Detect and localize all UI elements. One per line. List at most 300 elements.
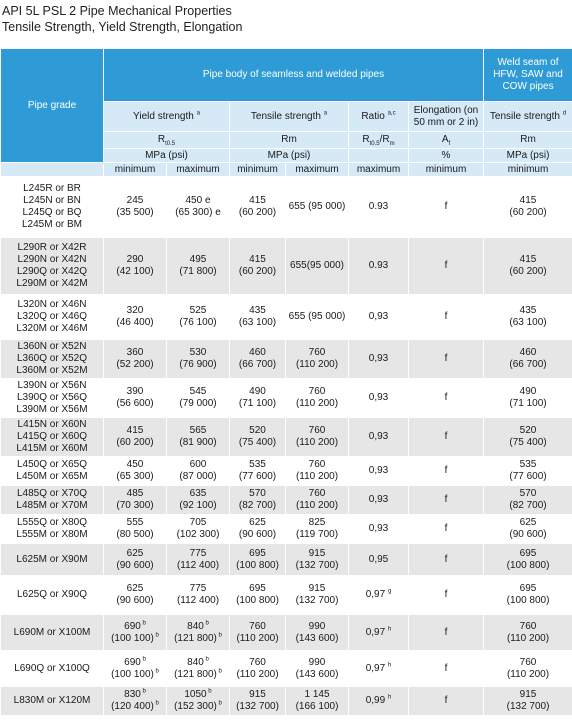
cell-line: (110 200) — [506, 668, 550, 680]
cell-line: 695 — [519, 583, 537, 594]
cell-yield-min — [104, 457, 167, 486]
cell-line: 760 — [519, 656, 537, 668]
cell-yield-min — [104, 515, 167, 544]
cell-line: 390 — [126, 386, 144, 397]
cell-yield-max — [167, 238, 230, 295]
cell-line: (100 800) — [236, 559, 279, 571]
cell-yield-min — [104, 615, 167, 651]
cell-line: L555M or X80M — [16, 529, 88, 540]
cell-line: 460 — [249, 347, 266, 358]
cell-line: 1050 — [184, 689, 207, 700]
cell-tensile-max — [286, 615, 349, 651]
table-row — [1, 687, 572, 716]
cell-line: 655 (95 000) — [288, 201, 346, 212]
table-row — [1, 615, 572, 651]
label-minimum: minimum — [484, 163, 572, 177]
footnote-marker: g — [387, 588, 392, 595]
cell-line: 990 — [308, 656, 326, 668]
cell-yield-min — [104, 544, 167, 576]
page-title-block — [0, 0, 572, 48]
cell-line: (75 400) — [509, 437, 547, 448]
cell-ratio: 0,93 — [349, 340, 409, 379]
cell-tensile-max — [286, 238, 349, 295]
cell-line: 915 — [519, 689, 537, 700]
cell-line: L625M or X90M — [16, 553, 88, 565]
cell-line: L415N or X60N — [17, 419, 87, 430]
cell-line: (75 400) — [238, 437, 277, 448]
cell-tensile-max — [286, 340, 349, 379]
cell-line: L320M or X46M — [16, 323, 88, 334]
cell-line: 760 — [308, 347, 326, 358]
cell-ratio: 0,97 $^h$ — [349, 651, 409, 687]
cell-line: (71 100) — [238, 398, 277, 409]
cell-line: 245 — [126, 195, 144, 206]
cell-line: (110 200) — [295, 500, 339, 511]
cell-pipe-grade — [1, 615, 104, 651]
cell-line: 695 — [249, 547, 266, 559]
cell-line: 530 — [189, 347, 207, 358]
cell-line: 570 — [519, 488, 537, 499]
footnote-marker: b — [153, 668, 159, 675]
cell-yield-min — [104, 418, 167, 457]
cell-line: (100 100) — [111, 668, 154, 680]
cell-line: 485 — [126, 488, 144, 499]
cell-line: (82 700) — [238, 500, 277, 511]
cell-line: (132 700) — [295, 559, 339, 571]
cell-yield-max — [167, 418, 230, 457]
cell-line: (100 800) — [236, 595, 279, 606]
cell-ratio: 0,99 $^h$ — [349, 687, 409, 716]
cell-line: (110 200) — [295, 398, 339, 409]
cell-line: 775 — [189, 583, 207, 594]
cell-line: 535 — [519, 459, 537, 470]
cell-line: 625 — [519, 517, 537, 528]
footnote-marker: b — [206, 688, 212, 695]
cell-yield-max — [167, 576, 230, 615]
cell-line: 760 — [308, 386, 326, 397]
cell-line: (87 000) — [179, 471, 217, 482]
footnote-marker: b — [216, 632, 222, 639]
cell-line: (35 500) — [116, 207, 154, 218]
cell-yield-max — [167, 515, 230, 544]
cell-line: L690Q or X100Q — [14, 662, 90, 674]
table-row — [1, 295, 572, 340]
cell-line: 495 — [189, 254, 207, 265]
label-minimum: minimum — [104, 163, 167, 177]
cell-yield-max — [167, 687, 230, 716]
cell-ratio: 0,93 — [349, 418, 409, 457]
cell-line: 565 — [189, 425, 207, 436]
cell-line: (63 100) — [509, 317, 547, 328]
cell-pipe-grade — [1, 544, 104, 576]
cell-line: (110 200) — [295, 359, 339, 370]
cell-yield-max — [167, 615, 230, 651]
cell-tensile-min — [230, 615, 286, 651]
cell-pipe-grade — [1, 379, 104, 418]
symbol-af: $A_f$ — [409, 132, 484, 149]
cell-weld-tensile — [484, 615, 572, 651]
cell-weld-tensile — [484, 651, 572, 687]
cell-line: L290M or X42M — [16, 278, 88, 289]
cell-line: (121 800) — [174, 632, 217, 644]
cell-yield-max — [167, 379, 230, 418]
cell-elongation: f — [409, 544, 484, 576]
page-subtitle: Tensile Strength, Yield Strength, Elongation — [2, 20, 243, 34]
unit-ratio-blank — [349, 149, 409, 163]
cell-line: (71 800) — [179, 266, 217, 277]
cell-line: L360M or X52M — [16, 365, 88, 376]
cell-line: 705 — [189, 517, 207, 528]
table-row — [1, 238, 572, 295]
cell-line: (110 200) — [295, 471, 339, 482]
pipe-grade-blank — [1, 163, 104, 177]
footnote-marker: b — [140, 656, 146, 663]
cell-line: 760 — [249, 620, 266, 632]
table-row — [1, 576, 572, 615]
cell-line: 460 — [519, 347, 537, 358]
cell-line: 625 — [126, 583, 144, 594]
cell-line: 760 — [249, 656, 266, 668]
cell-line: (60 200) — [116, 437, 154, 448]
cell-line: 435 — [519, 305, 537, 316]
cell-elongation: f — [409, 340, 484, 379]
footnote-marker: a — [323, 110, 328, 117]
cell-line: 570 — [249, 488, 266, 499]
cell-line: 695 — [519, 547, 537, 559]
cell-line: 915 — [308, 583, 326, 594]
cell-line: (100 800) — [506, 559, 550, 571]
header-weld-tensile: Tensile strength $^d$ — [484, 102, 572, 132]
footnote-marker: h — [387, 626, 392, 633]
cell-pipe-grade — [1, 486, 104, 515]
cell-line: 840 — [187, 620, 204, 632]
cell-weld-tensile — [484, 544, 572, 576]
cell-line: (110 200) — [295, 437, 339, 448]
label-maximum: maximum — [167, 163, 230, 177]
cell-line: (110 200) — [236, 668, 279, 680]
cell-line: 520 — [249, 425, 266, 436]
cell-yield-min — [104, 295, 167, 340]
cell-line: (63 100) — [238, 317, 277, 328]
footnote-marker: b — [153, 700, 159, 707]
cell-elongation: f — [409, 457, 484, 486]
cell-line: (112 400) — [176, 595, 220, 606]
cell-yield-min — [104, 486, 167, 515]
cell-line: (119 700) — [295, 529, 339, 540]
cell-weld-tensile — [484, 418, 572, 457]
cell-line: 450 e — [185, 195, 211, 206]
header-ratio: Ratio $^{a,c}$ — [349, 102, 409, 132]
cell-weld-tensile — [484, 379, 572, 418]
cell-tensile-max — [286, 544, 349, 576]
cell-line: (60 200) — [509, 266, 547, 277]
footnote-marker: a — [196, 110, 200, 117]
cell-line: 450 — [126, 459, 144, 470]
cell-line: (166 100) — [295, 701, 339, 712]
cell-line: L415Q or X60Q — [16, 431, 88, 442]
cell-line: (66 700) — [238, 359, 277, 370]
cell-line: (110 200) — [236, 632, 279, 644]
cell-line: L245R or BR — [23, 183, 81, 194]
cell-line: (143 600) — [295, 668, 339, 680]
cell-elongation: f — [409, 177, 484, 238]
cell-line: 525 — [189, 305, 207, 316]
cell-tensile-max — [286, 177, 349, 238]
cell-line: 490 — [249, 386, 266, 397]
cell-elongation: f — [409, 486, 484, 515]
cell-line: (143 600) — [295, 632, 339, 644]
cell-line: (132 700) — [236, 701, 279, 712]
cell-yield-max — [167, 651, 230, 687]
cell-tensile-min — [230, 544, 286, 576]
cell-line: 290 — [126, 254, 144, 265]
cell-line: 520 — [519, 425, 537, 436]
unit-percent: % — [409, 149, 484, 163]
cell-tensile-max — [286, 486, 349, 515]
label-maximum: maximum — [286, 163, 349, 177]
cell-tensile-min — [230, 486, 286, 515]
cell-line: (152 300) — [174, 701, 217, 712]
cell-elongation: f — [409, 515, 484, 544]
cell-tensile-min — [230, 457, 286, 486]
cell-tensile-max — [286, 295, 349, 340]
cell-elongation: f — [409, 576, 484, 615]
cell-tensile-min — [230, 238, 286, 295]
cell-line: 690 — [124, 620, 141, 632]
cell-weld-tensile — [484, 457, 572, 486]
cell-yield-max — [167, 340, 230, 379]
footnote-marker: a,c — [387, 110, 396, 117]
cell-pipe-grade — [1, 687, 104, 716]
cell-pipe-grade — [1, 515, 104, 544]
cell-pipe-grade — [1, 295, 104, 340]
cell-elongation: f — [409, 295, 484, 340]
cell-ratio: 0.93 — [349, 177, 409, 238]
cell-yield-max — [167, 486, 230, 515]
cell-line: 415 — [126, 425, 144, 436]
cell-line: (81 900) — [179, 437, 217, 448]
table-row — [1, 379, 572, 418]
cell-line: (52 200) — [116, 359, 154, 370]
cell-line: 655 (95 000) — [288, 311, 346, 322]
cell-line: (82 700) — [509, 500, 547, 511]
cell-line: 635 — [189, 488, 207, 499]
cell-tensile-min — [230, 576, 286, 615]
cell-line: (60 200) — [238, 207, 277, 218]
cell-line: 990 — [308, 620, 326, 632]
cell-ratio: 0,93 — [349, 486, 409, 515]
table-row — [1, 340, 572, 379]
cell-line: (100 800) — [506, 595, 550, 606]
cell-line: 320 — [126, 305, 144, 316]
symbol-rm: Rm — [230, 132, 349, 149]
header-pipe-grade: Pipe grade — [1, 49, 104, 163]
cell-weld-tensile — [484, 295, 572, 340]
table-row — [1, 457, 572, 486]
cell-line: 695 — [249, 583, 266, 594]
header-tensile-strength: Tensile strength $^a$ — [230, 102, 349, 132]
cell-elongation: f — [409, 615, 484, 651]
unit-mpa-tensile: MPa (psi) — [230, 149, 349, 163]
cell-line: 535 — [249, 459, 266, 470]
symbol-ratio: $R_{t0.5}/R_m$ — [349, 132, 409, 149]
cell-line: L245Q or BQ — [22, 207, 82, 218]
cell-line: 360 — [126, 347, 144, 358]
cell-line: (77 600) — [509, 471, 547, 482]
table-row — [1, 544, 572, 576]
cell-line: (80 500) — [116, 529, 154, 540]
cell-line: 625 — [126, 547, 144, 559]
cell-line: 915 — [249, 689, 266, 700]
cell-line: 825 — [308, 517, 326, 528]
cell-line: L690M or X100M — [13, 626, 91, 638]
cell-line: 1 145 — [304, 689, 330, 700]
cell-line: 435 — [249, 305, 266, 316]
unit-mpa-yield: MPa (psi) — [104, 149, 230, 163]
cell-line: (60 200) — [238, 266, 277, 277]
cell-line: 415 — [249, 195, 266, 206]
footnote-marker: b — [216, 668, 222, 675]
cell-line: L290N or X42N — [17, 254, 87, 265]
cell-line: 625 — [249, 517, 266, 528]
cell-line: (90 600) — [509, 529, 547, 540]
symbol-rt05: $R_{t0.5}$ — [104, 132, 230, 149]
cell-line: (70 300) — [116, 500, 154, 511]
page-title: API 5L PSL 2 Pipe Mechanical Properties — [2, 4, 232, 18]
cell-line: (132 700) — [295, 595, 339, 606]
cell-line: 760 — [519, 620, 537, 632]
cell-ratio: 0,93 — [349, 457, 409, 486]
cell-line: L245M or BM — [21, 219, 83, 230]
footnote-marker: b — [153, 632, 159, 639]
cell-tensile-max — [286, 651, 349, 687]
cell-line: (56 600) — [116, 398, 154, 409]
cell-line: L290Q or X42Q — [16, 266, 88, 277]
cell-line: (79 000) — [179, 398, 217, 409]
footnote-marker: d — [562, 110, 567, 117]
cell-elongation: f — [409, 651, 484, 687]
cell-elongation: f — [409, 687, 484, 716]
cell-line: 775 — [189, 547, 207, 559]
cell-tensile-min — [230, 340, 286, 379]
cell-line: (77 600) — [238, 471, 277, 482]
cell-weld-tensile — [484, 340, 572, 379]
cell-line: L830M or X120M — [13, 695, 91, 706]
footnote-marker: h — [387, 694, 392, 701]
cell-line: L555Q or X80Q — [16, 517, 88, 528]
symbol-weld-rm: Rm — [484, 132, 572, 149]
cell-line: (102 300) — [176, 529, 220, 540]
label-maximum: maximum — [349, 163, 409, 177]
cell-line: L485Q or X70Q — [16, 488, 88, 499]
cell-line: 415 — [519, 195, 537, 206]
cell-tensile-min — [230, 177, 286, 238]
cell-pipe-grade — [1, 418, 104, 457]
cell-tensile-min — [230, 651, 286, 687]
cell-yield-min — [104, 687, 167, 716]
cell-line: L450Q or X65Q — [16, 459, 88, 470]
label-minimum: minimum — [230, 163, 286, 177]
cell-weld-tensile — [484, 238, 572, 295]
cell-line: (76 100) — [179, 317, 217, 328]
cell-weld-tensile — [484, 687, 572, 716]
cell-ratio: 0,95 — [349, 544, 409, 576]
cell-yield-max — [167, 544, 230, 576]
cell-line: 830 — [124, 689, 141, 700]
cell-line: (66 700) — [509, 359, 547, 370]
cell-tensile-max — [286, 418, 349, 457]
cell-line: (92 100) — [179, 500, 217, 511]
mechanical-properties-table — [0, 48, 572, 716]
cell-line: (65 300) e — [175, 207, 221, 218]
cell-yield-min — [104, 238, 167, 295]
cell-yield-max — [167, 295, 230, 340]
table-body — [1, 177, 572, 716]
cell-elongation: f — [409, 418, 484, 457]
cell-ratio: 0,93 — [349, 379, 409, 418]
label-minimum: minimum — [409, 163, 484, 177]
footnote-marker: b — [203, 620, 209, 627]
cell-line: (90 600) — [116, 559, 154, 571]
cell-line: (100 100) — [111, 632, 154, 644]
footnote-marker: b — [203, 656, 209, 663]
cell-yield-min — [104, 576, 167, 615]
cell-line: 415 — [519, 254, 537, 265]
cell-line: 415 — [249, 254, 266, 265]
cell-line: 760 — [308, 459, 326, 470]
cell-yield-min — [104, 379, 167, 418]
cell-tensile-min — [230, 515, 286, 544]
cell-line: L415M or X60M — [16, 443, 88, 454]
cell-tensile-min — [230, 379, 286, 418]
cell-line: 915 — [308, 547, 326, 559]
cell-line: L245N or BN — [23, 195, 81, 206]
cell-tensile-max — [286, 379, 349, 418]
cell-line: L390N or X56N — [17, 380, 87, 391]
cell-line: 600 — [189, 459, 207, 470]
cell-yield-max — [167, 457, 230, 486]
cell-weld-tensile — [484, 515, 572, 544]
cell-line: (46 400) — [116, 317, 154, 328]
cell-weld-tensile — [484, 177, 572, 238]
cell-line: (90 600) — [116, 595, 154, 606]
table-row — [1, 651, 572, 687]
header-yield-strength: Yield strength $^a$ — [104, 102, 230, 132]
table-row — [1, 486, 572, 515]
cell-line: 545 — [189, 386, 207, 397]
header-pipe-body: Pipe body of seamless and welded pipes — [104, 49, 484, 102]
cell-ratio: 0,93 — [349, 295, 409, 340]
cell-line: L625Q or X90Q — [16, 589, 88, 600]
cell-pipe-grade — [1, 457, 104, 486]
cell-line: 555 — [126, 517, 144, 528]
cell-weld-tensile — [484, 486, 572, 515]
cell-tensile-max — [286, 576, 349, 615]
cell-tensile-min — [230, 295, 286, 340]
table-row — [1, 418, 572, 457]
cell-line: (71 100) — [509, 398, 547, 409]
cell-tensile-min — [230, 687, 286, 716]
header-elongation: Elongation (on 50 mm or 2 in) — [409, 102, 484, 132]
cell-elongation: f — [409, 379, 484, 418]
cell-tensile-max — [286, 457, 349, 486]
cell-line: L450M or X65M — [16, 471, 88, 482]
cell-line: (90 600) — [238, 529, 277, 540]
cell-tensile-min — [230, 418, 286, 457]
table-row — [1, 515, 572, 544]
cell-yield-min — [104, 177, 167, 238]
cell-line: 690 — [124, 656, 141, 668]
